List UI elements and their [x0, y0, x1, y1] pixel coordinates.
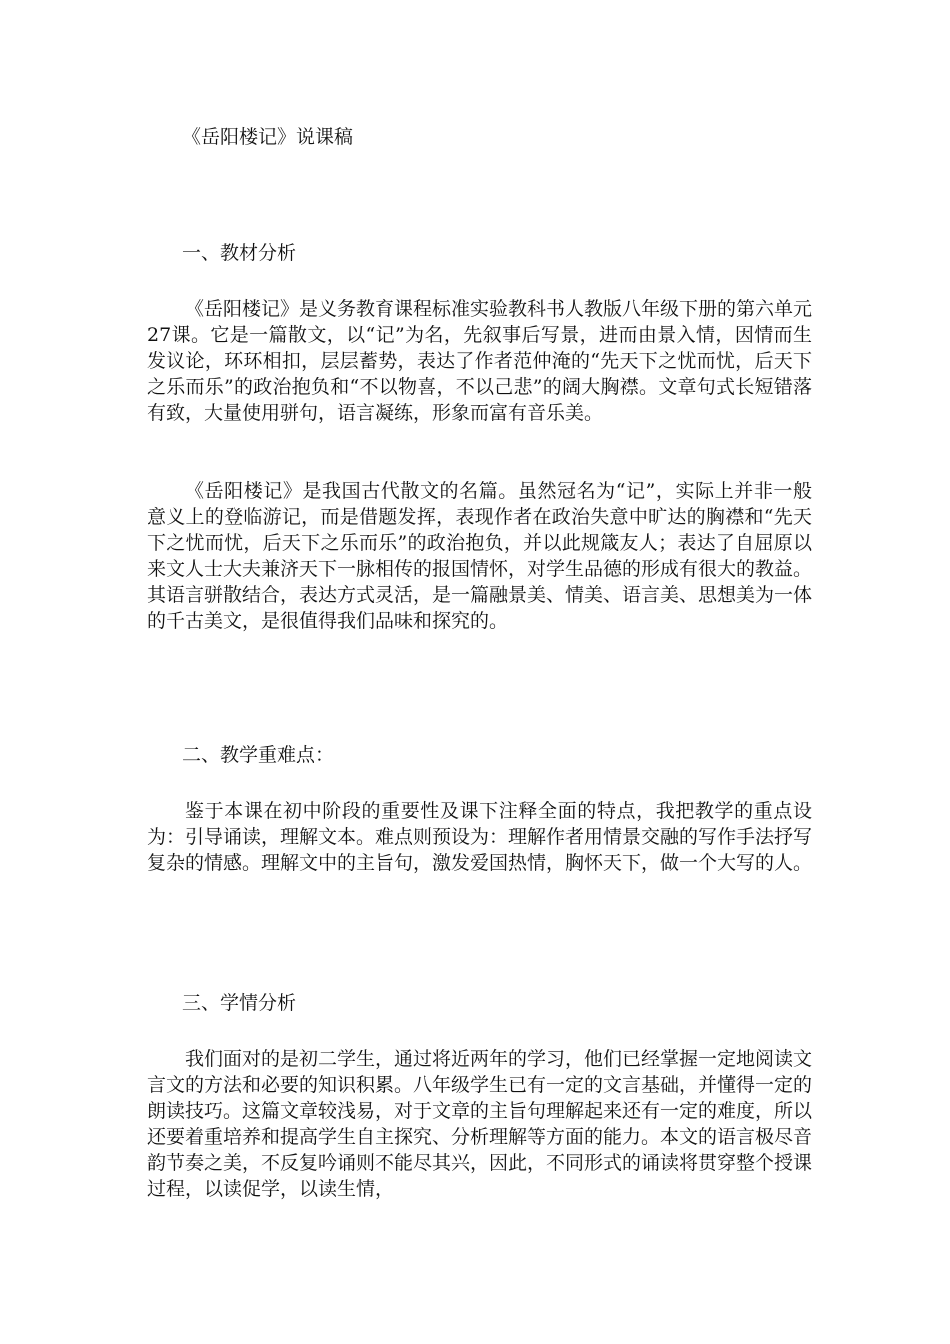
section-heading-key-difficulties: 二、教学重难点： — [182, 744, 335, 766]
paragraph-learner-analysis: 我们面对的是初二学生，通过将近两年的学习，他们已经掌握一定地阅读文言文的方法和必要的知识积累。八年级学生已有一定的文言基础，并懂得一定的朗读技巧。这篇文章较浅易，对于文章的主旨句理解起来还有一定的难度，所以还要着重培养和提高学生自主探究、分析理解等方面的能力。本文的语言极尽音韵节奏之美，不反复吟诵则不能尽其兴，因此，不同形式的诵读将贯穿整个授课过程，以读促学，以读生情， — [147, 1048, 813, 1200]
paragraph-textbook-analysis-2: 《岳阳楼记》是我国古代散文的名篇。虽然冠名为“记”，实际上并非一般意义上的登临游记，而是借题发挥，表现作者在政治失意中旷达的胸襟和“先天下之忧而忧，后天下之乐而乐”的政治抱负，并以此规箴友人；表达了自屈原以来文人士大夫兼济天下一脉相传的报国情怀，对学生品德的形成有很大的教益。其语言骈散结合，表达方式灵活，是一篇融景美、情美、语言美、思想美为一体的千古美文，是很值得我们品味和探究的。 — [147, 480, 813, 632]
paragraph-textbook-analysis-1: 《岳阳楼记》是义务教育课程标准实验教科书人教版八年级下册的第六单元27课。它是一篇散文，以“记”为名，先叙事后写景，进而由景入情，因情而生发议论，环环相扣，层层蓄势，表达了作者范仲淹的“先天下之忧而忧，后天下之乐而乐”的政治抱负和“不以物喜，不以己悲”的阔大胸襟。文章句式长短错落有致，大量使用骈句，语言凝练，形象而富有音乐美。 — [147, 298, 813, 424]
document-title: 《岳阳楼记》说课稿 — [182, 126, 354, 148]
section-heading-learner-analysis: 三、学情分析 — [182, 992, 297, 1014]
section-heading-textbook-analysis: 一、教材分析 — [182, 242, 297, 264]
paragraph-key-difficulties: 鉴于本课在初中阶段的重要性及课下注释全面的特点，我把教学的重点设为：引导诵读，理解文本。难点则预设为：理解作者用情景交融的写作手法抒写复杂的情感。理解文中的主旨句，激发爱国热情，胸怀天下，做一个大写的人。 — [147, 800, 813, 874]
